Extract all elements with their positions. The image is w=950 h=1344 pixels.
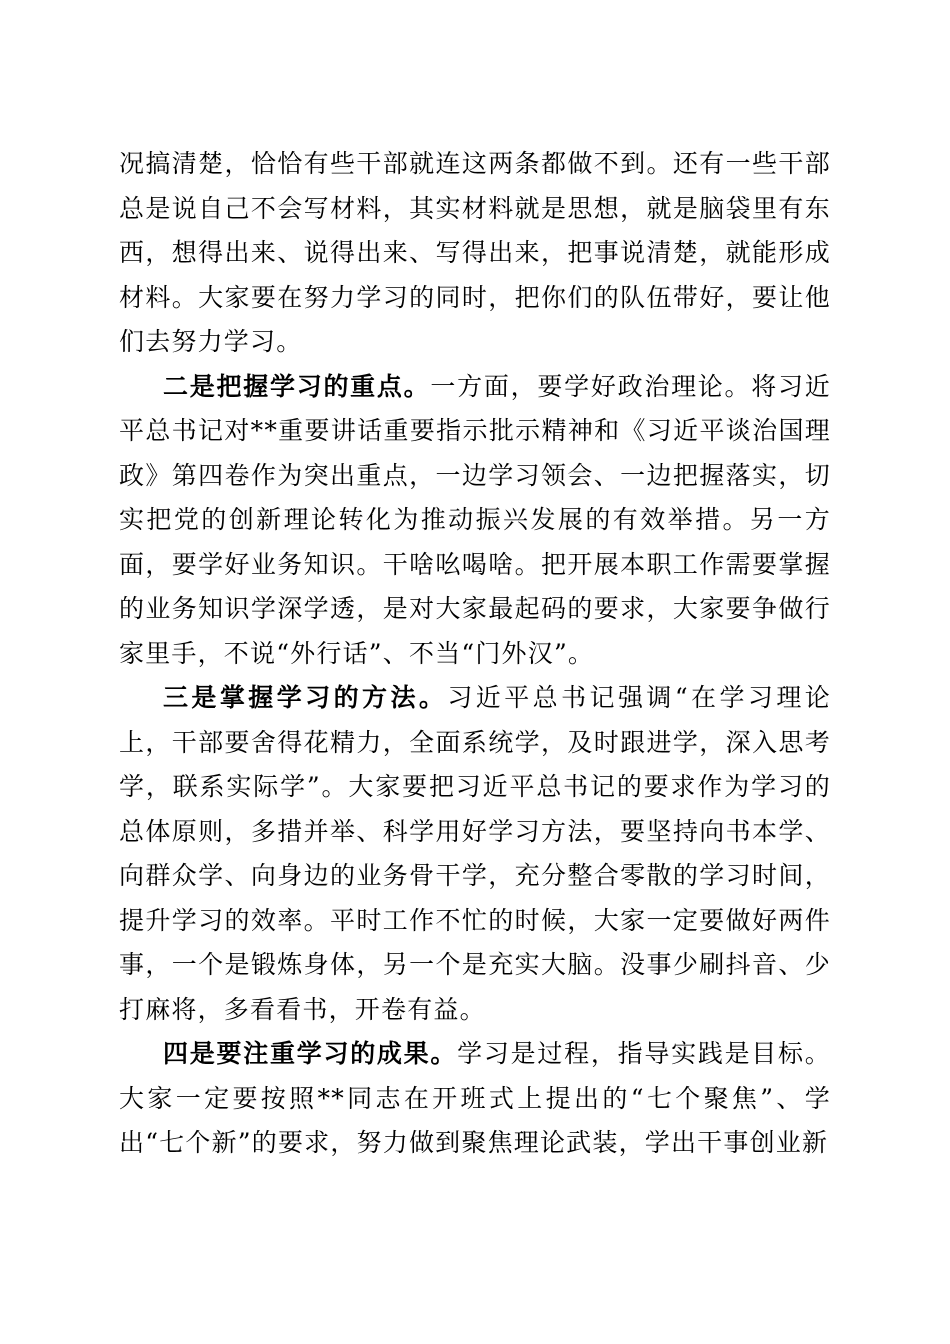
paragraph-methods: [119, 676, 831, 1032]
body-text: [119, 142, 831, 1166]
paragraph-text: 况搞清楚，恰恰有些干部就连这两条都做不到。还有一些干部总是说自己不会写材料，其实材料就是思想，就是脑袋里有东西，想得出来、说得出来、写得出来，把事说清楚，就能形成材料。大家要在努力学习的同时，把你们的队伍带好，要让他们去努力学习。: [119, 149, 831, 356]
paragraph-text: 学习是过程，指导实践是目标。大家一定要按照**同志在开班式上提出的“七个聚焦”、学出“七个新”的要求，努力做到聚焦理论武装，学出干事创业新: [119, 1039, 831, 1157]
paragraph-heading: 三是掌握学习的方法。: [163, 683, 448, 712]
paragraph-text: 习近平总书记强调“在学习理论上，干部要舍得花精力，全面系统学，及时跟进学，深入思考学，联系实际学”。大家要把习近平总书记的要求作为学习的总体原则，多措并举、科学用好学习方法，要坚持向书本学、向群众学、向身边的业务骨干学，充分整合零散的学习时间，提升学习的效率。平时工作不忙的时候，大家一定要做好两件事，一个是锻炼身体，另一个是充实大脑。没事少刷抖音、少打麻将，多看看书，开卷有益。: [119, 683, 831, 1024]
paragraph-heading: 二是把握学习的重点。: [163, 371, 431, 401]
paragraph-key-points: [119, 365, 831, 677]
paragraph-results: [119, 1032, 831, 1166]
paragraph-text: 一方面，要学好政治理论。将习近平总书记对**重要讲话重要指示批示精神和《习近平谈治国理政》第四卷作为突出重点，一边学习领会、一边把握落实，切实把党的创新理论转化为推动振兴发展的有效举措。另一方面，要学好业务知识。干啥吆喝啥。把开展本职工作需要掌握的业务知识学深学透，是对大家最起码的要求，大家要争做行家里手，不说“外行话”、不当“门外汉”。: [119, 371, 831, 668]
paragraph-continuation: [119, 142, 831, 365]
paragraph-heading: 四是要注重学习的成果。: [163, 1039, 458, 1068]
